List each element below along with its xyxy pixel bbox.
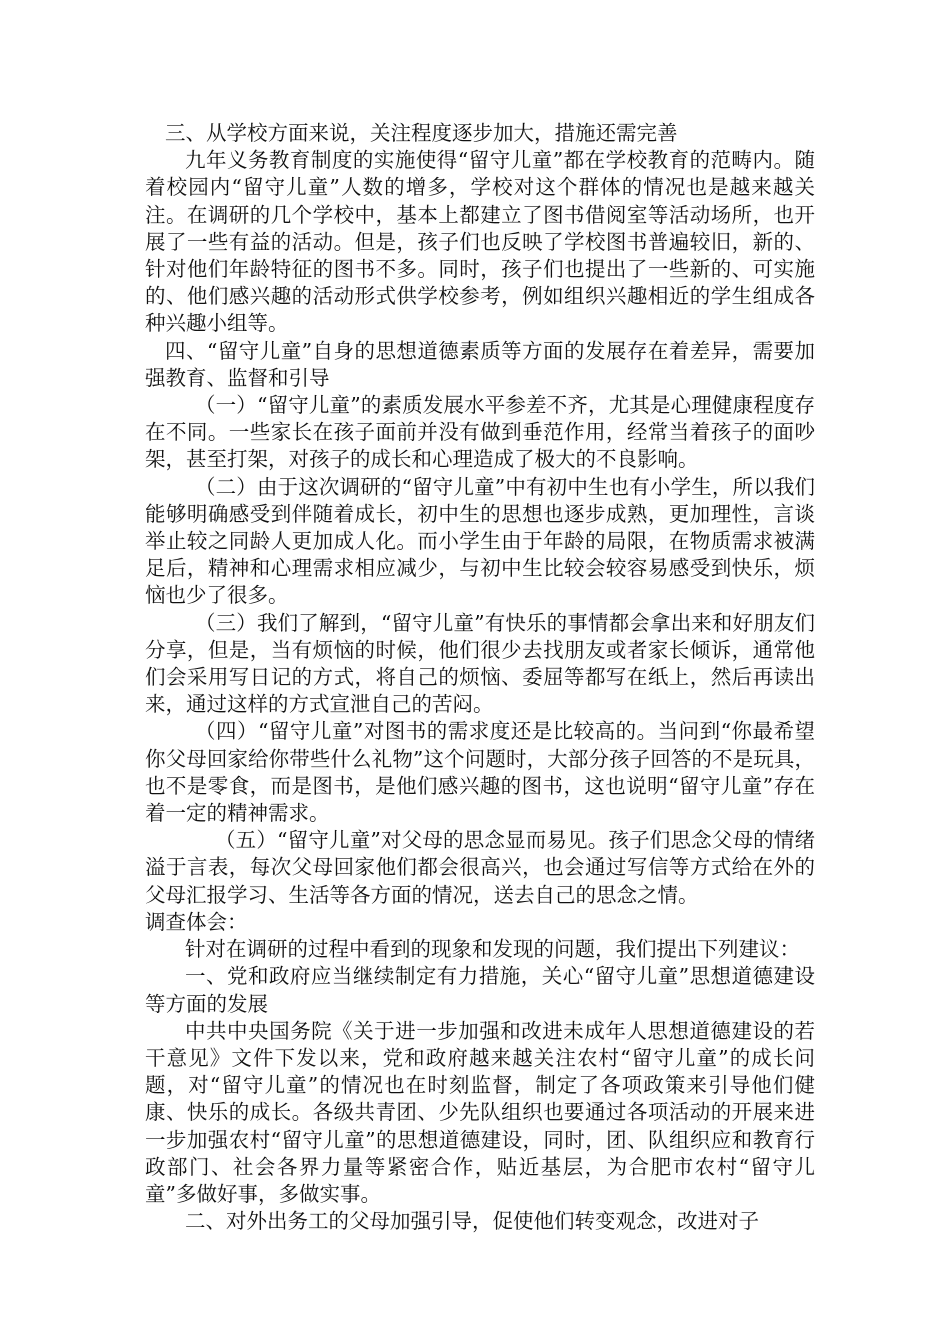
section-heading-4: 四、“留守儿童”自身的思想道德素质等方面的发展存在着差异，需要加强教育、监督和引导 bbox=[145, 338, 815, 390]
sub-item-4: （四）“留守儿童”对图书的需求度还是比较高的。当问到“你最希望你父母回家给你带些什么礼物”这个问题时，大部分孩子回答的不是玩具，也不是零食，而是图书，是他们感兴趣的图书，这也说明“留守儿童”存在着一定的精神需求。 bbox=[145, 719, 815, 826]
sub-item-3: （三）我们了解到，“留守儿童”有快乐的事情都会拿出来和好朋友们分享，但是，当有烦恼的时候，他们很少去找朋友或者家长倾诉，通常他们会采用写日记的方式，将自己的烦恼、委屈等都写在纸上，然后再读出来，通过这样的方式宣泄自己的苦闷。 bbox=[145, 610, 815, 717]
sub-item-1: （一）“留守儿童”的素质发展水平参差不齐，尤其是心理健康程度存在不同。一些家长在孩子面前并没有做到垂范作用，经常当着孩子的面吵架，甚至打架，对孩子的成长和心理造成了极大的不良影响。 bbox=[145, 393, 815, 472]
section-heading-3: 三、从学校方面来说，关注程度逐步加大，措施还需完善 bbox=[165, 121, 678, 145]
body-paragraph: 九年义务教育制度的实施使得“留守儿童”都在学校教育的范畴内。随着校园内“留守儿童”人数的增多，学校对这个群体的情况也是越来越关注。在调研的几个学校中，基本上都建立了图书借阅室等活动场所，也开展了一些有益的活动。但是，孩子们也反映了学校图书普遍较旧，新的、针对他们年龄特征的图书不多。同时，孩子们也提出了一些新的、可实施的、他们感兴趣的活动形式供学校参考，例如组织兴趣相近的学生组成各种兴趣小组等。 bbox=[145, 148, 815, 336]
body-paragraph: 中共中央国务院《关于进一步加强和改进未成年人思想道德建设的若干意见》文件下发以来，党和政府越来越关注农村“留守儿童”的成长问题，对“留守儿童”的情况也在时刻监督，制定了各项政策来引导他们健康、快乐的成长。各级共青团、少先队组织也要通过各项活动的开展来进一步加强农村“留守儿童”的思想道德建设，同时，团、队组织应和教育行政部门、社会各界力量等紧密合作，贴近基层，为合肥市农村“留守儿童”多做好事，多做实事。 bbox=[145, 1018, 815, 1206]
suggestion-heading-2: 二、对外出务工的父母加强引导，促使他们转变观念，改进对子 bbox=[185, 1209, 759, 1234]
document-page bbox=[145, 120, 815, 1235]
suggestion-heading-1: 一、党和政府应当继续制定有力措施，关心“留守儿童”思想道德建设等方面的发展 bbox=[145, 964, 815, 1016]
survey-reflection-heading: 调查体会： bbox=[145, 909, 248, 934]
body-paragraph: 针对在调研的过程中看到的现象和发现的问题，我们提出下列建议： bbox=[185, 937, 800, 962]
sub-item-2: （二）由于这次调研的“留守儿童”中有初中生也有小学生，所以我们能够明确感受到伴随着成长，初中生的思想也逐步成熟，更加理性，言谈举止较之同龄人更加成人化。而小学生由于年龄的局限，在物质需求被满足后，精神和心理需求相应减少，与初中生比较会较容易感受到快乐，烦恼也少了很多。 bbox=[145, 474, 815, 608]
sub-item-5: （五）“留守儿童”对父母的思念显而易见。孩子们思念父母的情绪溢于言表，每次父母回家他们都会很高兴，也会通过写信等方式给在外的父母汇报学习、生活等各方面的情况，送去自己的思念之情。 bbox=[145, 828, 815, 907]
